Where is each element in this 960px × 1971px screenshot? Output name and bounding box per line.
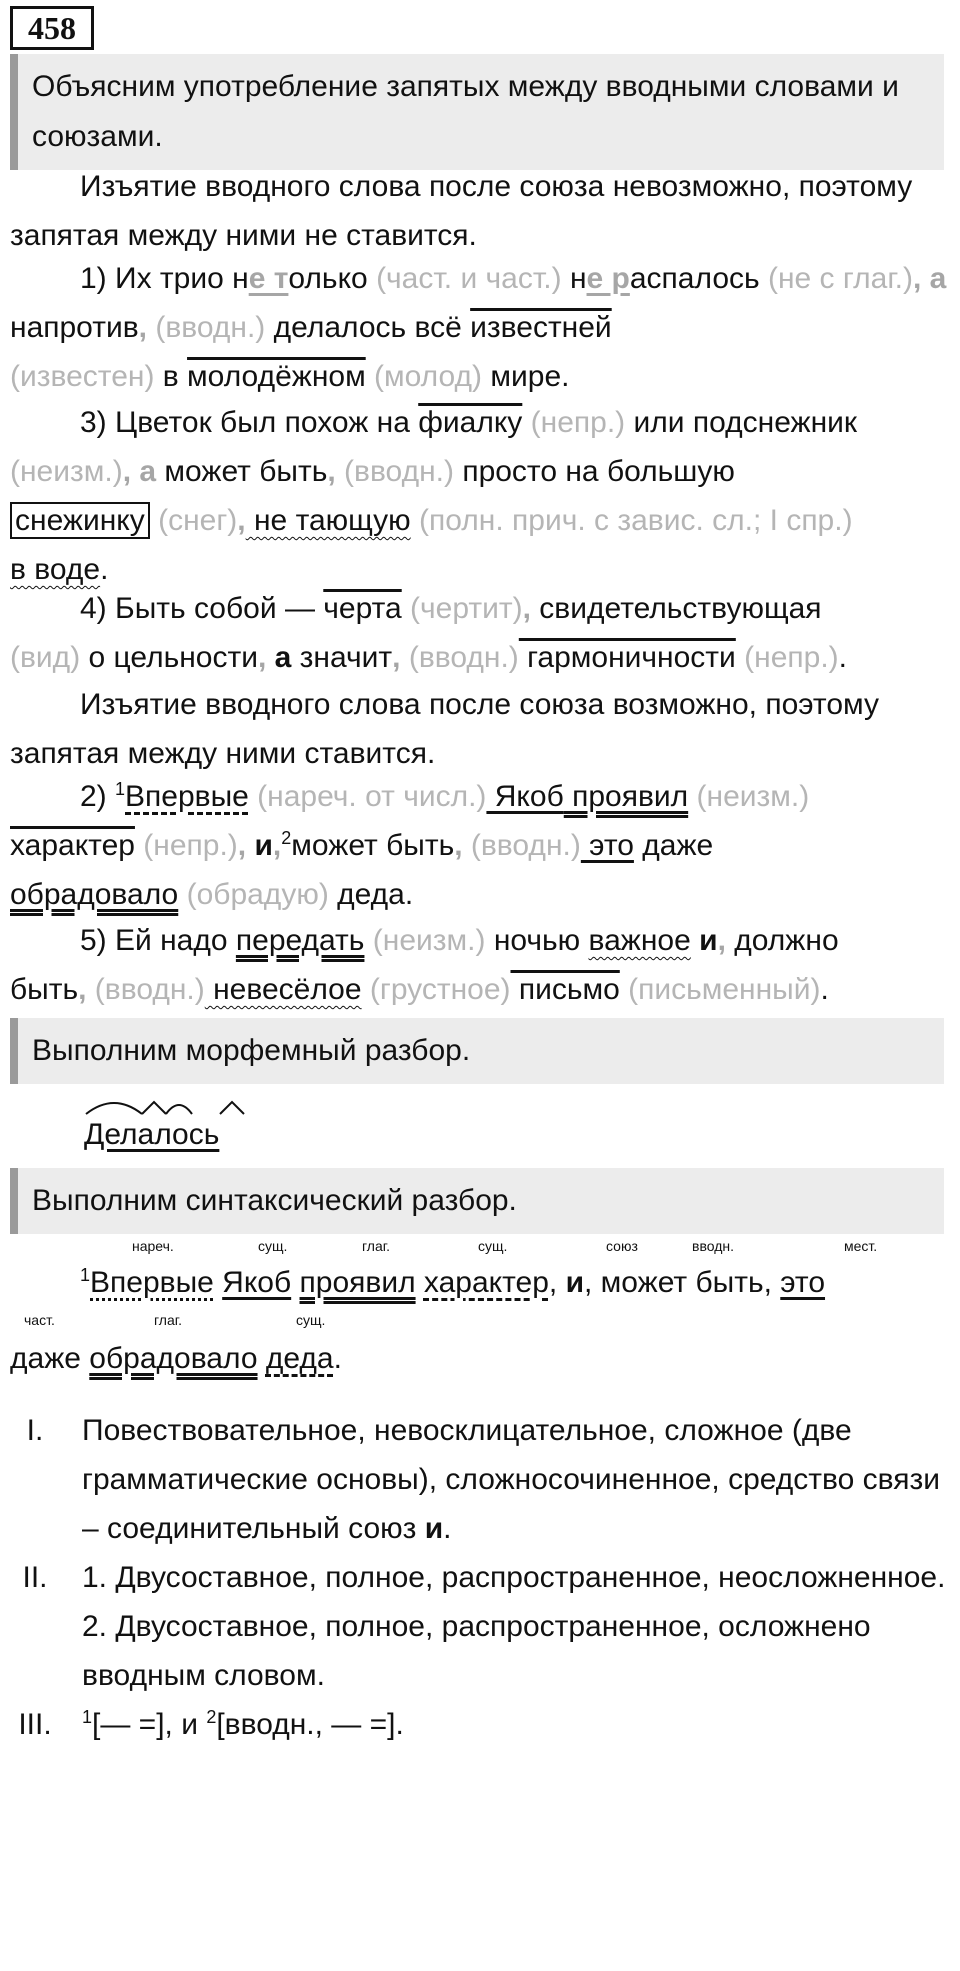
- analysis-1: Повествовательное, невосклицательное, сложное (две грамматические основы), сложносочиненное, средство связи – соединительный союз и.: [82, 1414, 941, 1545]
- sentence-4: 4) Быть собой — черта (чертит), свидетельствующая (вид) о цельности, а значит, (вводн.) гармоничности (непр.).: [10, 592, 847, 674]
- analysis-3: $^1$[— =], и $^2$[вводн., — =].: [82, 1707, 404, 1741]
- pos-tag: союз: [606, 1238, 638, 1254]
- pos-tag: мест.: [844, 1238, 878, 1254]
- rule-no-comma: Изъятие вводного слова после союза невозможно, поэтому запятая между ними не ставится.: [10, 170, 913, 252]
- syntax-sentence-line1: $^1$Впервые Якоб проявил характер, и, может быть, это: [80, 1265, 826, 1299]
- pos-tag: сущ.: [478, 1238, 508, 1254]
- roman-1: I.: [26, 1414, 44, 1447]
- sentence-2: 2) $^1$Впервые (нареч. от числ.) Якоб проявил (неизм.) характер (непр.), и,$^2$может быть, (вводн.) это даже обрадовало (обрадую) деда.: [10, 779, 810, 911]
- roman-2: II.: [22, 1561, 48, 1594]
- morpheme-word: Делалось: [84, 1110, 384, 1159]
- sentence-1: 1) Их трио не только (част. и част.) не распалось (не с глаг.), а напротив, (вводн.) делалось всё известней (известен) в молодёжном (молод) мире.: [10, 262, 947, 393]
- pos-tag: глаг.: [362, 1238, 391, 1254]
- sentence-3: 3) Цветок был похож на фиалку (непр.) или подснежник (неизм.), а может быть, (вводн.) просто на большую снежинку (снег), не тающую (полн. прич. с завис. сл.; I спр.) в воде.: [10, 406, 858, 586]
- pos-tag: сущ.: [296, 1312, 326, 1328]
- rule-comma: Изъятие вводного слова после союза возможно, поэтому запятая между ними ставится.: [10, 688, 879, 770]
- pos-tag: нареч.: [132, 1238, 174, 1254]
- task-number: 458: [10, 6, 94, 50]
- heading-syntax: Выполним синтаксический разбор.: [10, 1168, 944, 1234]
- pos-tag: вводн.: [692, 1238, 734, 1254]
- syntax-sentence-line2: даже обрадовало деда.: [10, 1342, 342, 1375]
- pos-tag: част.: [24, 1312, 55, 1328]
- sentence-5: 5) Ей надо передать (неизм.) ночью важное и, должно быть, (вводн.) невесёлое (грустное) письмо (письменный).: [10, 924, 839, 1006]
- boxed-word: снежинку: [10, 502, 150, 539]
- morpheme-marks: [84, 1088, 254, 1118]
- analysis-2: 1. Двусоставное, полное, распространенное, неосложненное. 2. Двусоставное, полное, распространенное, осложнено вводным словом.: [82, 1561, 946, 1692]
- roman-3: III.: [18, 1708, 52, 1741]
- heading-morphemes: Выполним морфемный разбор.: [10, 1018, 944, 1084]
- heading-commas: Объясним употребление запятых между вводными словами и союзами.: [10, 54, 944, 170]
- pos-tag: глаг.: [154, 1312, 183, 1328]
- pos-tag: сущ.: [258, 1238, 288, 1254]
